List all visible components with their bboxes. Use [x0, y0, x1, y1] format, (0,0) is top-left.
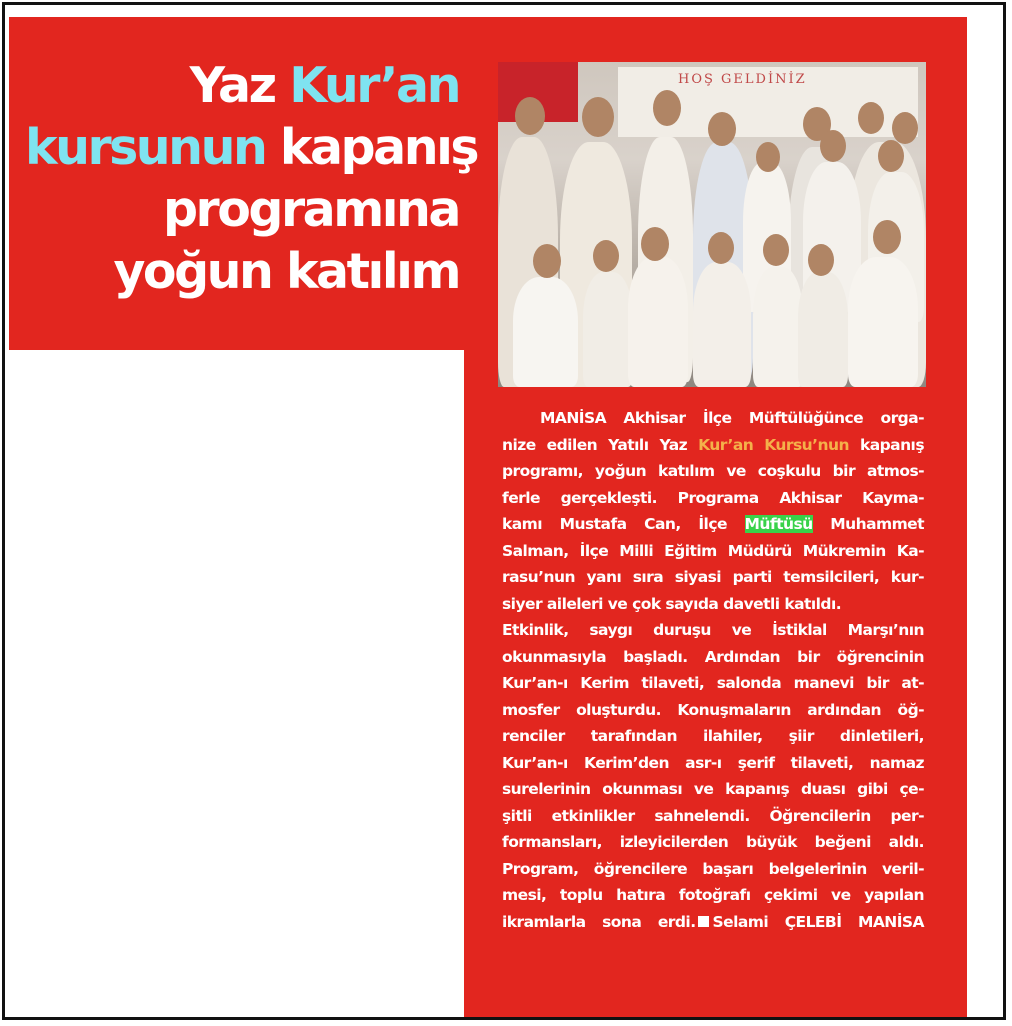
- article-line: programı, yoğun katılım ve coşkulu bir atmos-: [502, 462, 924, 480]
- article-line: surelerinin okunması ve kapanış duası gibi çe-: [502, 780, 924, 798]
- article-line: okunmasıyla başladı. Ardından bir öğrencinin: [502, 647, 924, 666]
- person-head: [873, 220, 901, 254]
- person-head: [653, 90, 681, 126]
- article-line: siyer aileleri ve çok sayıda davetli katıldı.: [502, 594, 842, 613]
- headline-line-1: Yaz Kur’an: [189, 57, 459, 114]
- article-line: Kur’an-ı Kerim’den asr-ı şerif tilaveti, namaz: [502, 753, 924, 772]
- person-head: [582, 97, 614, 137]
- article-line: Kur’an-ı Kerim tilaveti, salonda manevi bir at-: [502, 674, 924, 692]
- stage-banner-text: HOŞ GELDİNİZ: [678, 72, 807, 87]
- article-line: şitli etkinlikler sahnelendi. Öğrencilerin per-: [502, 806, 924, 825]
- person-figure: [848, 257, 918, 387]
- square-icon: [698, 916, 709, 927]
- article-line: Salman, İlçe Milli Eğitim Müdürü Mükremin Ka-: [502, 541, 924, 560]
- headline-line-2: kursunun kapanış: [25, 119, 478, 176]
- article-body: [502, 405, 924, 935]
- keyword-muftusu: Müftüsü: [744, 515, 813, 533]
- person-figure: [513, 277, 578, 387]
- person-figure: [693, 262, 751, 387]
- article-line: nize edilen Yatılı Yaz Kur’an Kursu’nun kapanış: [502, 435, 924, 454]
- article-line: MANİSA Akhisar İlçe Müftülüğünce orga-: [540, 409, 924, 427]
- person-figure: [753, 267, 803, 387]
- person-head: [808, 244, 834, 276]
- article-line: mesi, toplu hatıra fotoğrafı çekimi ve yapılan: [502, 886, 924, 904]
- person-head: [641, 227, 669, 261]
- headline-line-4: yoğun katılım: [113, 243, 459, 300]
- article-line: Etkinlik, saygı duruşu ve İstiklal Marşı’nın: [502, 621, 924, 639]
- headline-line-3: programına: [162, 181, 459, 238]
- person-head: [593, 240, 619, 272]
- person-head: [820, 130, 846, 162]
- person-figure: [798, 272, 848, 387]
- person-figure: [583, 272, 633, 387]
- byline: Selami ÇELEBİ MANİSA: [712, 912, 924, 931]
- person-head: [708, 232, 734, 264]
- headline: [25, 55, 478, 303]
- newspaper-clipping: [2, 2, 1006, 1020]
- person-head: [858, 102, 884, 134]
- person-head: [515, 97, 545, 135]
- person-figure: [628, 257, 688, 387]
- article-line: kamı Mustafa Can, İlçe Müftüsü Muhammet: [502, 515, 925, 533]
- article-line: ferle gerçekleşti. Programa Akhisar Kayma-: [502, 488, 924, 507]
- headline-highlight-kursunun: kursunun: [25, 119, 266, 176]
- person-head: [756, 142, 780, 172]
- article-line: rasu’nun yanı sıra siyasi parti temsilcileri, kur-: [502, 568, 924, 586]
- person-head: [763, 234, 789, 266]
- headline-highlight-kuran: Kur’an: [289, 57, 459, 114]
- person-head: [892, 112, 918, 144]
- article-line: ikramlarla sona erdi. Selami ÇELEBİ MANİSA: [502, 912, 924, 931]
- group-photo: [498, 62, 926, 387]
- article-line: formansları, izleyicilerden büyük beğeni aldı.: [502, 833, 924, 851]
- person-head: [878, 140, 904, 172]
- article-line: Program, öğrencilere başarı belgelerinin veril-: [502, 859, 924, 878]
- article-line: renciler tarafından ilahiler, şiir dinletileri,: [502, 727, 924, 745]
- person-head: [708, 112, 736, 146]
- person-head: [533, 244, 561, 278]
- article-line: mosfer oluşturdu. Konuşmaların ardından öğ-: [502, 700, 924, 719]
- keyword-kuran-kursu: Kur’an Kursu’nun: [698, 435, 849, 454]
